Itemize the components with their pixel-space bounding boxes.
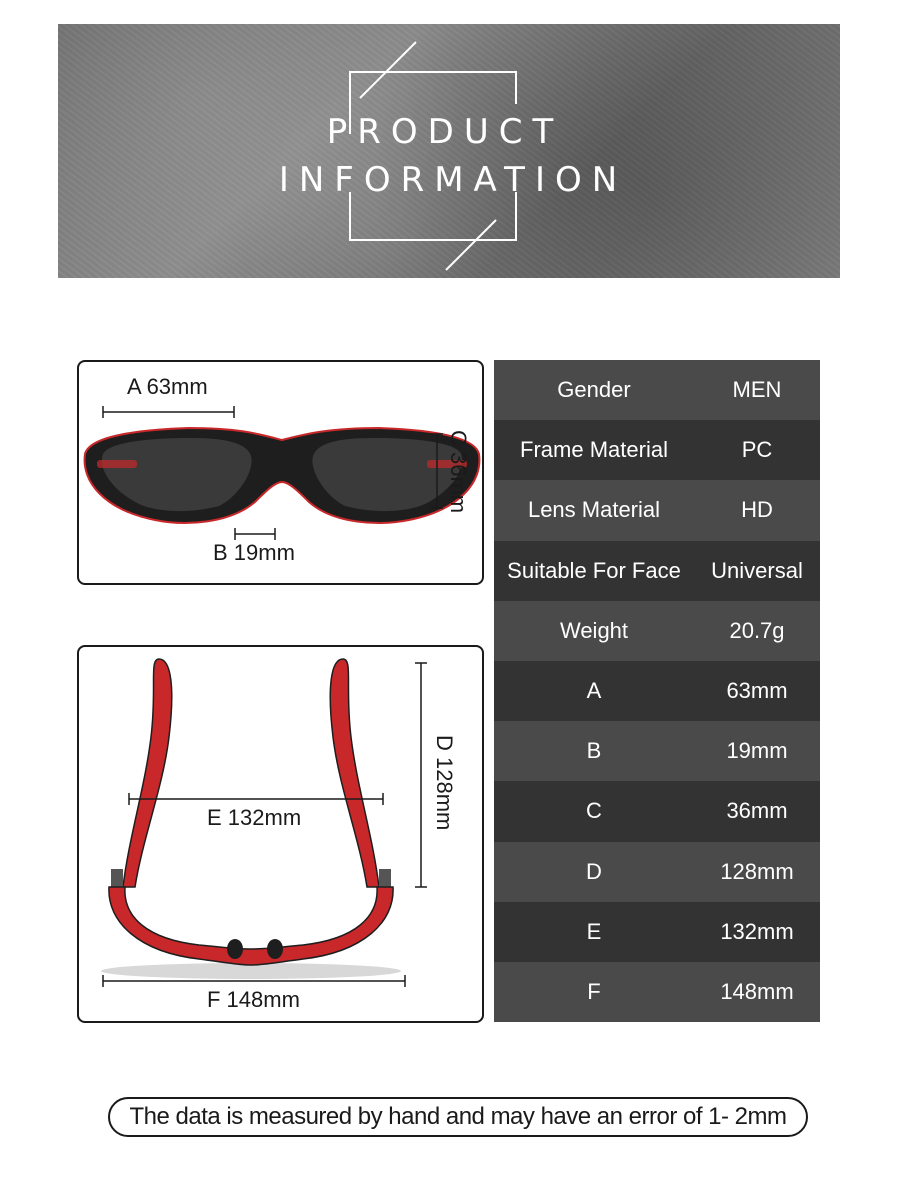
spec-key: Weight xyxy=(559,617,629,643)
banner-title-line1: PRODUCT xyxy=(326,112,564,152)
dimension-e-label: E 132mm xyxy=(207,805,302,830)
spec-key: Gender xyxy=(557,377,631,403)
spec-key: E xyxy=(586,918,602,944)
dimension-f-label: F 148mm xyxy=(207,987,300,1012)
measurement-disclaimer xyxy=(108,1097,808,1137)
dimension-c-label: C 36mm xyxy=(446,430,471,514)
spec-row-lens-material xyxy=(494,480,820,540)
spec-row-gender xyxy=(494,360,820,420)
spec-value: Universal xyxy=(711,557,803,583)
measurement-disclaimer-text: The data is measured by hand and may have an error of 1- 2mm xyxy=(129,1103,787,1130)
banner-title-line2: INFORMATION xyxy=(278,160,628,200)
spec-value: 128mm xyxy=(720,858,794,884)
spec-key: Frame Material xyxy=(520,437,668,463)
spec-value: 148mm xyxy=(720,978,794,1004)
spec-row-e xyxy=(494,902,820,962)
dimension-a-label: A 63mm xyxy=(127,374,208,399)
spec-value: PC xyxy=(741,437,773,463)
spec-row-frame-material xyxy=(494,420,820,480)
spec-table xyxy=(494,360,820,1022)
spec-value: HD xyxy=(741,497,773,523)
spec-value: 19mm xyxy=(726,738,788,764)
dimension-b-label: B 19mm xyxy=(213,540,295,565)
spec-key: Suitable For Face xyxy=(507,557,681,583)
spec-value: 36mm xyxy=(726,798,788,824)
spec-key: Lens Material xyxy=(527,497,661,523)
top-view-panel xyxy=(77,645,484,1023)
spec-row-a xyxy=(494,661,820,721)
spec-row-b xyxy=(494,721,820,781)
spec-key: D xyxy=(586,858,602,884)
header-banner xyxy=(58,24,840,278)
spec-value: MEN xyxy=(732,377,782,403)
spec-value: 20.7g xyxy=(729,617,785,643)
spec-key: B xyxy=(586,738,602,764)
spec-row-d xyxy=(494,842,820,902)
spec-value: 132mm xyxy=(720,918,794,944)
sunglasses-top-image xyxy=(79,647,484,1023)
spec-key: A xyxy=(586,678,602,704)
front-view-panel xyxy=(77,360,484,585)
spec-row-f xyxy=(494,962,820,1022)
spec-key: F xyxy=(587,978,601,1004)
spec-row-c xyxy=(494,781,820,841)
spec-value: 63mm xyxy=(726,678,788,704)
spec-row-suitable-for-face xyxy=(494,541,820,601)
dimension-d-label: D 128mm xyxy=(432,735,457,831)
spec-key: C xyxy=(586,798,602,824)
spec-row-weight xyxy=(494,601,820,661)
